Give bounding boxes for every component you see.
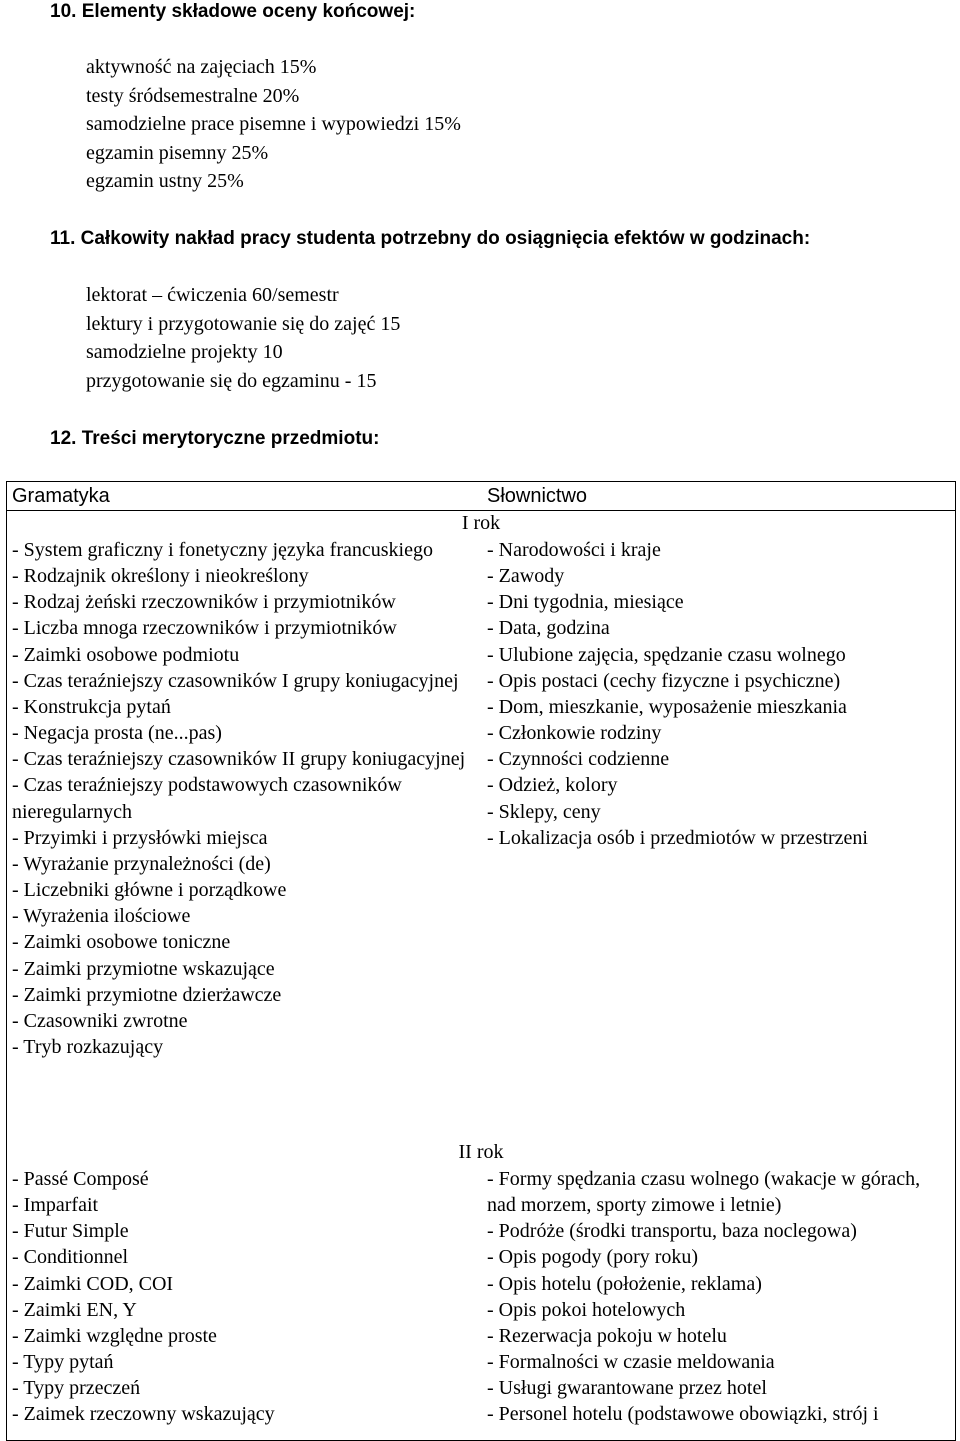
list-item: - Czas teraźniejszy czasowników I grupy koniugacyjnej [12, 669, 459, 692]
list-item: - Negacja prosta (ne...pas) [12, 722, 222, 745]
list-item: - Opis hotelu (położenie, reklama) [487, 1272, 762, 1295]
list-item: lektury i przygotowanie się do zajęć 15 [86, 312, 401, 335]
list-item: samodzielne projekty 10 [86, 341, 283, 363]
list-item: - Rodzajnik określony i nieokreślony [12, 565, 309, 588]
list-item: - Data, godzina [487, 617, 610, 640]
list-item: - Zaimki EN, Y [12, 1298, 137, 1321]
list-item: - Ulubione zajęcia, spędzanie czasu wolnego [487, 643, 846, 666]
list-item: - Passé Composé [12, 1168, 149, 1190]
list-item: - Opis pogody (pory roku) [487, 1246, 699, 1269]
list-item: - Odzież, kolory [487, 774, 618, 797]
list-item: - System graficzny i fonetyczny języka francuskiego [12, 539, 433, 561]
list-item: - Liczba mnoga rzeczowników i przymiotników [12, 617, 397, 640]
list-item: - Personel hotelu (podstawowe obowiązki, strój i [487, 1403, 879, 1426]
list-item: - Zaimki względne proste [12, 1324, 217, 1347]
list-item: - Członkowie rodziny [487, 722, 662, 745]
list-item: - Zaimek rzeczowny wskazujący [12, 1403, 275, 1426]
year-1-grammar-list [12, 537, 467, 1060]
list-item: - Liczebniki główne i porządkowe [12, 879, 287, 902]
list-item: - Dni tygodnia, miesiące [487, 591, 684, 614]
list-item: - Formalności w czasie meldowania [487, 1351, 775, 1374]
list-item: - Dom, mieszkanie, wyposażenie mieszkania [487, 695, 847, 718]
list-item: - Sklepy, ceny [487, 800, 601, 823]
list-item: - Podróże (środki transportu, baza noclegowa) [487, 1220, 857, 1243]
list-item: - Zaimki osobowe podmiotu [12, 643, 240, 666]
list-item: aktywność na zajęciach 15% [86, 56, 317, 78]
list-item: - Tryb rozkazujący [12, 1035, 164, 1058]
list-item: - Usługi gwarantowane przez hotel [487, 1377, 767, 1400]
list-item: testy śródsemestralne 20% [86, 84, 300, 107]
list-item: - Futur Simple [12, 1220, 129, 1243]
list-item: - Czasowniki zwrotne [12, 1009, 188, 1032]
list-item: - Wyrażanie przynależności (de) [12, 852, 271, 875]
list-item: - Zaimki przymiotne dzierżawcze [12, 983, 282, 1006]
section-10-title: 10. Elementy składowe oceny końcowej: [50, 1, 416, 22]
list-item: przygotowanie się do egzaminu - 15 [86, 369, 377, 392]
vocabulary-column-header: Słownictwo [487, 485, 588, 507]
assessment-components-list [86, 53, 461, 196]
list-item: - Rodzaj żeński rzeczowników i przymiotników [12, 591, 396, 614]
list-item: - Czas teraźniejszy podstawowych czasowników nieregularnych [12, 774, 402, 823]
list-item: - Zawody [487, 565, 565, 588]
list-item: - Rezerwacja pokoju w hotelu [487, 1324, 727, 1347]
list-item: - Opis postaci (cechy fizyczne i psychiczne) [487, 669, 841, 692]
list-item: - Zaimki przymiotne wskazujące [12, 957, 275, 980]
year-1-label: I rok [461, 512, 501, 534]
year-2-grammar-list [12, 1166, 467, 1428]
year-2-vocabulary-list [487, 1166, 949, 1428]
list-item: - Conditionnel [12, 1246, 129, 1269]
list-item: - Lokalizacja osób i przedmiotów w przestrzeni [487, 826, 868, 849]
list-item: egzamin ustny 25% [86, 170, 244, 192]
year-1-vocabulary-list [487, 537, 949, 851]
year-2-label: II rok [458, 1141, 504, 1163]
grammar-column-header: Gramatyka [12, 485, 110, 507]
section-12-title: 12. Treści merytoryczne przedmiotu: [50, 428, 380, 449]
list-item: - Wyrażenia ilościowe [12, 905, 191, 928]
section-11-title: 11. Całkowity nakład pracy studenta potrzebny do osiągnięcia efektów w godzinach: [50, 228, 811, 249]
list-item: samodzielne prace pisemne i wypowiedzi 15% [86, 113, 461, 135]
list-item: - Opis pokoi hotelowych [487, 1298, 686, 1321]
list-item: - Konstrukcja pytań [12, 695, 171, 718]
list-item: - Zaimki osobowe toniczne [12, 931, 231, 954]
list-item: - Typy pytań [12, 1351, 114, 1374]
workload-list [86, 281, 400, 395]
course-content-table [6, 481, 956, 1441]
list-item: egzamin pisemny 25% [86, 141, 269, 164]
list-item: - Typy przeczeń [12, 1377, 141, 1400]
list-item: - Formy spędzania czasu wolnego (wakacje w górach, nad morzem, sporty zimowe i letnie) [487, 1168, 921, 1217]
list-item: - Narodowości i kraje [487, 539, 661, 561]
list-item: lektorat – ćwiczenia 60/semestr [86, 284, 339, 306]
list-item: - Czynności codzienne [487, 748, 670, 771]
list-item: - Imparfait [12, 1194, 99, 1217]
list-item: - Zaimki COD, COI [12, 1272, 174, 1295]
list-item: - Czas teraźniejszy czasowników II grupy koniugacyjnej [12, 748, 466, 771]
list-item: - Przyimki i przysłówki miejsca [12, 826, 268, 849]
